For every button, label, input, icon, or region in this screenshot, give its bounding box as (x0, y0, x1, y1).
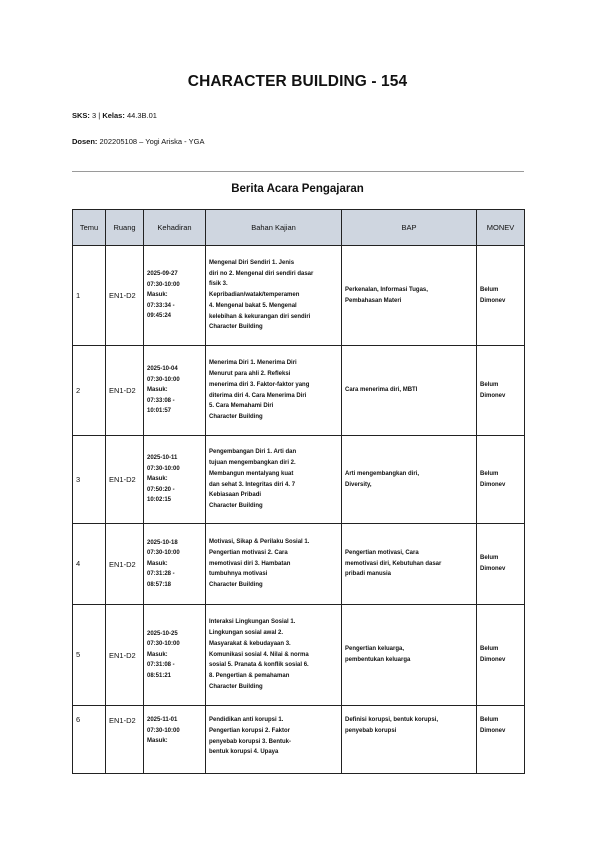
cell-kehadiran-line: 2025-11-01 (147, 717, 178, 723)
cell-monev (477, 246, 525, 346)
cell-bahan-kajian-line: memotivasi diri 3. Hambatan (209, 560, 291, 567)
cell-bahan-kajian-line: Character Building (209, 503, 263, 510)
header-temu: Temu (73, 210, 106, 246)
cell-ruang: EN1-D2 (106, 605, 144, 706)
cell-monev (477, 436, 525, 524)
cell-kehadiran-line: 09:45:24 (147, 313, 172, 320)
cell-bahan-kajian-line: Pengertian motivasi 2. Cara (209, 549, 288, 556)
table-row (73, 246, 525, 346)
cell-bahan-kajian-line: Menurut para ahli 2. Refleksi (209, 370, 291, 377)
cell-bahan-kajian-line: bentuk korupsi 4. Upaya (209, 749, 279, 756)
cell-kehadiran-line: 2025-10-25 (147, 630, 178, 637)
cell-bap-line: Diversity, (345, 481, 372, 488)
cell-monev-line: Dimonev (480, 657, 506, 663)
cell-bap-line: Perkenalan, Informasi Tugas, (345, 286, 428, 293)
course-meta-line (72, 111, 157, 120)
cell-kehadiran-line: 2025-10-11 (147, 455, 178, 462)
cell-bahan-kajian-line: Komunikasi sosial 4. Nilai & norma (209, 651, 309, 658)
divider (72, 171, 524, 172)
cell-bahan-kajian-line: 8. Pengertian & pemahaman (209, 673, 290, 680)
cell-ruang: EN1-D2 (106, 524, 144, 605)
cell-bahan-kajian-line: 5. Cara Memahami Diri (209, 403, 274, 410)
cell-kehadiran-line: 07:31:08 - (147, 662, 175, 669)
cell-monev-line: Belum (480, 555, 499, 562)
cell-monev (477, 605, 525, 706)
cell-kehadiran (144, 605, 206, 706)
cell-kehadiran-line: 08:51:21 (147, 672, 172, 679)
cell-temu: 1 (73, 246, 106, 346)
cell-bahan-kajian-line: tujuan mengembangkan diri 2. (209, 459, 296, 466)
cell-temu: 4 (73, 524, 106, 605)
cell-bap (342, 436, 477, 524)
kelas-value: 44.3B.01 (126, 111, 157, 120)
cell-bahan-kajian-line: 4. Mengenal bakat 5. Mengenal (209, 302, 297, 309)
cell-monev-line: Dimonev (480, 297, 506, 304)
cell-bahan-kajian-line: Motivasi, Sikap & Perilaku Sosial 1. (209, 539, 310, 545)
cell-kehadiran-line: 07:33:08 - (147, 397, 175, 404)
cell-bap-line: Definisi korupsi, bentuk korupsi, (345, 717, 439, 723)
cell-bap-line: Pembahasan Materi (345, 297, 402, 304)
cell-bahan-kajian-line: Character Building (209, 414, 263, 421)
cell-kehadiran-line: 07:33:34 - (147, 302, 175, 309)
cell-bahan-kajian-line: Character Building (209, 683, 263, 690)
cell-kehadiran (144, 524, 206, 605)
cell-kehadiran-line: Masuk: (147, 387, 168, 394)
cell-kehadiran-line: Masuk: (147, 738, 168, 745)
cell-kehadiran-line: 2025-10-04 (147, 366, 178, 373)
cell-bahan-kajian-line: Membangun mentalyang kuat (209, 470, 294, 477)
cell-bap-line: Pengertian keluarga, (345, 646, 405, 653)
cell-bahan-kajian-line: Menerima Diri 1. Menerima Diri (209, 360, 297, 367)
cell-monev-line: Belum (480, 470, 499, 477)
header-bahan-kajian: Bahan Kajian (206, 210, 342, 246)
cell-ruang: EN1-D2 (106, 706, 144, 774)
cell-bahan-kajian-line: Pendidikan anti korupsi 1. (209, 717, 284, 723)
cell-temu: 2 (73, 346, 106, 436)
cell-ruang: EN1-D2 (106, 436, 144, 524)
header-bap: BAP (342, 210, 477, 246)
cell-kehadiran (144, 346, 206, 436)
cell-bap (342, 246, 477, 346)
cell-monev-line: Belum (480, 381, 499, 388)
teaching-report-table (72, 209, 525, 774)
cell-bap-line: Cara menerima diri, MBTI (345, 387, 418, 394)
cell-bap-line: penyebab korupsi (345, 727, 397, 734)
table-header-row (73, 210, 525, 246)
cell-kehadiran (144, 706, 206, 774)
cell-bap-line: Arti mengembangkan diri, (345, 470, 420, 477)
cell-bahan-kajian-line: dan sehat 3. Integritas diri 4. 7 (209, 481, 296, 488)
section-title: Berita Acara Pengajaran (231, 183, 364, 195)
cell-bahan-kajian-line: kelebihan & kekurangan diri sendiri (209, 313, 311, 320)
dosen-label: Dosen: (72, 137, 98, 146)
cell-monev-line: Dimonev (480, 566, 506, 572)
cell-monev (477, 706, 525, 774)
cell-bap-line: memotivasi diri, Kebutuhan dasar (345, 560, 442, 567)
cell-bahan-kajian-line: sosial 5. Pranata & konflik sosial 6. (209, 662, 309, 669)
header-ruang: Ruang (106, 210, 144, 246)
cell-bahan-kajian-line: Masyarakat & kebudayaan 3. (209, 640, 291, 647)
cell-kehadiran-line: 07:30-10:00 (147, 376, 180, 383)
cell-kehadiran-line: 07:50:20 - (147, 486, 175, 493)
cell-bahan-kajian-line: tumbuhnya motivasi (209, 571, 268, 578)
cell-kehadiran-line: Masuk: (147, 651, 168, 658)
cell-monev (477, 346, 525, 436)
cell-bahan-kajian-line: menerima diri 3. Faktor-faktor yang (209, 381, 310, 388)
header-monev: MONEV (477, 210, 525, 246)
cell-kehadiran-line: 07:30-10:00 (147, 550, 180, 557)
cell-kehadiran-line: Masuk: (147, 476, 168, 483)
table-row (73, 706, 525, 774)
cell-monev-line: Dimonev (480, 727, 506, 734)
cell-bap (342, 346, 477, 436)
cell-ruang: EN1-D2 (106, 346, 144, 436)
cell-bahan-kajian-line: Pengertian korupsi 2. Faktor (209, 727, 291, 734)
cell-kehadiran-line: 07:31:28 - (147, 571, 175, 578)
dosen-value: 202205108 – Yogi Ariska - YGA (99, 137, 205, 146)
table-row (73, 524, 525, 605)
table-row (73, 346, 525, 436)
cell-kehadiran-line: 07:30-10:00 (147, 641, 180, 648)
lecturer-line (72, 137, 204, 146)
cell-bahan-kajian-line: Mengenal Diri Sendiri 1. Jenis (209, 259, 295, 266)
cell-bap-line: Pengertian motivasi, Cara (345, 549, 419, 556)
cell-ruang: EN1-D2 (106, 246, 144, 346)
cell-bahan-kajian (206, 706, 342, 774)
cell-kehadiran-line: Masuk: (147, 560, 168, 567)
course-title: CHARACTER BUILDING - 154 (187, 73, 408, 90)
cell-monev-line: Dimonev (480, 481, 506, 488)
table-row (73, 436, 525, 524)
cell-bahan-kajian-line: Pengembangan Diri 1. Arti dan (209, 449, 297, 456)
cell-bahan-kajian-line: Interaksi Lingkungan Sosial 1. (209, 619, 296, 626)
cell-kehadiran-line: 2025-09-27 (147, 271, 178, 278)
cell-bahan-kajian-line: Kebiasaan Pribadi (209, 492, 262, 499)
sks-value: 3 (92, 111, 97, 120)
cell-bahan-kajian (206, 246, 342, 346)
cell-bahan-kajian-line: Character Building (209, 324, 263, 331)
cell-bahan-kajian-line: diri no 2. Mengenal diri sendiri dasar (209, 270, 314, 277)
cell-kehadiran (144, 436, 206, 524)
cell-bap (342, 605, 477, 706)
cell-bahan-kajian-line: penyebab korupsi 3. Bentuk- (209, 738, 292, 745)
sks-label: SKS: (72, 111, 90, 120)
table-row (73, 605, 525, 706)
cell-bahan-kajian-line: Kepribadian/watak/temperamen (209, 292, 300, 299)
cell-monev-line: Dimonev (480, 392, 506, 399)
cell-bahan-kajian (206, 346, 342, 436)
cell-bap-line: pembentukan keluarga (345, 657, 411, 663)
cell-temu: 6 (73, 706, 106, 774)
cell-kehadiran-line: Masuk: (147, 292, 168, 299)
cell-bahan-kajian (206, 605, 342, 706)
cell-monev (477, 524, 525, 605)
cell-bahan-kajian-line: Character Building (209, 582, 263, 589)
cell-bahan-kajian-line: diterima diri 4. Cara Menerima Diri (209, 392, 307, 399)
cell-bap (342, 706, 477, 774)
cell-bap (342, 524, 477, 605)
cell-kehadiran-line: 2025-10-18 (147, 539, 178, 546)
cell-bahan-kajian-line: Lingkungan sosial awal 2. (209, 630, 284, 636)
cell-kehadiran (144, 246, 206, 346)
cell-monev-line: Belum (480, 286, 499, 293)
cell-kehadiran-line: 08:57:18 (147, 581, 172, 588)
cell-monev-line: Belum (480, 646, 499, 653)
cell-temu: 5 (73, 605, 106, 706)
cell-bahan-kajian-line: fisik 3. (209, 281, 228, 288)
header-kehadiran: Kehadiran (144, 210, 206, 246)
meta-separator: | (98, 111, 101, 120)
cell-monev-line: Belum (480, 717, 499, 723)
cell-kehadiran-line: 07:30-10:00 (147, 281, 180, 288)
cell-kehadiran-line: 07:30-10:00 (147, 727, 180, 734)
cell-bahan-kajian (206, 436, 342, 524)
cell-kehadiran-line: 10:01:57 (147, 408, 172, 415)
kelas-label: Kelas: (102, 111, 125, 120)
cell-bap-line: pribadi manusia (345, 571, 392, 578)
cell-kehadiran-line: 07:30-10:00 (147, 465, 180, 472)
cell-bahan-kajian (206, 524, 342, 605)
cell-temu: 3 (73, 436, 106, 524)
cell-kehadiran-line: 10:02:15 (147, 497, 172, 504)
